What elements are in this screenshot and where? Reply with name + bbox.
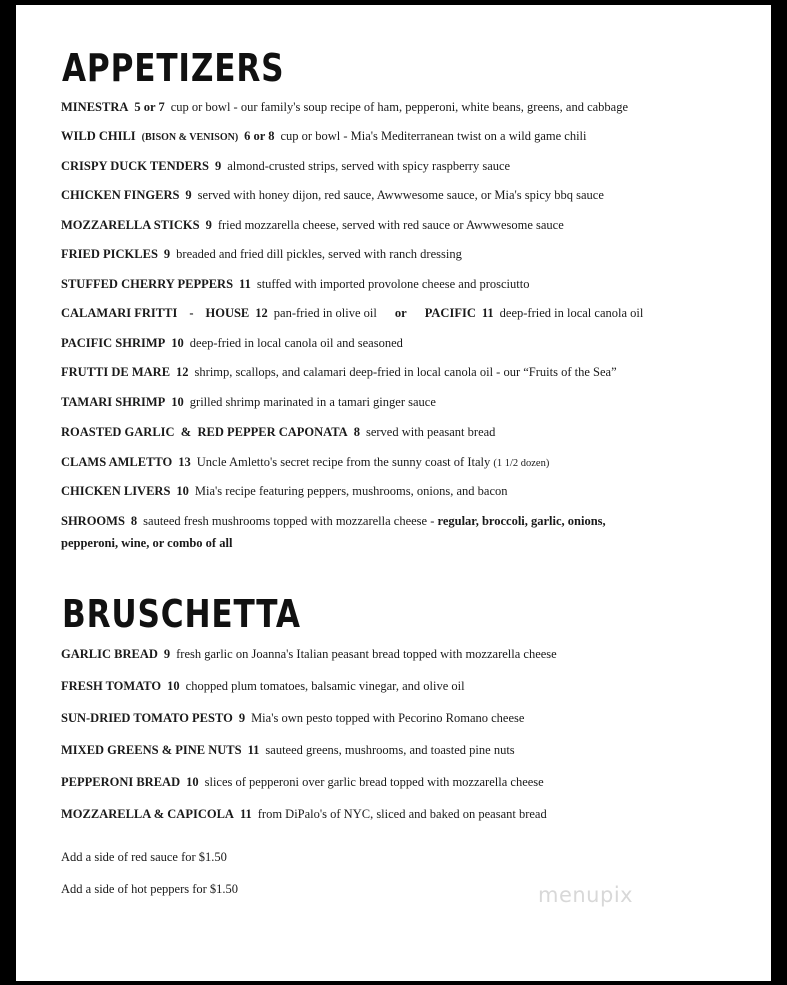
menu-item-frutti-de-mare [61,361,721,383]
item-desc: Mia's recipe featuring peppers, mushrooms, onions, and bacon [194,484,508,498]
menu-item-garlic-bread [61,643,721,665]
item-desc: fresh garlic on Joanna's Italian peasant bread topped with mozzarella cheese [176,647,557,661]
item-price: 11 [239,277,251,291]
item-price: 11 [247,743,260,757]
item-extra: (1 1/2 dozen) [493,458,550,469]
item-desc: grilled shrimp marinated in a tamari ginger sauce [189,395,436,409]
item-price: 10 [171,336,184,350]
item-name: MINESTRA [61,100,129,114]
item-price: 8 [130,514,138,528]
bruschetta-heading: BRUSCHETTA [62,592,301,636]
item-option-house: HOUSE [205,306,250,320]
item-price: 9 [163,247,171,261]
item-price: 9 [238,711,246,725]
appetizers-heading: APPETIZERS [62,46,285,90]
item-sub: (BISON & VENISON) [141,132,239,143]
item-price: 10 [171,395,184,409]
item-price: 10 [186,775,199,789]
item-price: 9 [205,218,212,232]
item-desc: deep-fried in local canola oil and seasoned [189,336,403,350]
item-desc: stuffed with imported provolone cheese and prosciutto [256,277,530,291]
item-price: 8 [353,425,360,439]
item-name: CALAMARI FRITTI [61,306,178,320]
menu-item-pacific-shrimp [61,332,721,354]
item-price: 9 [185,188,192,202]
item-name: FRUTTI DE MARE [61,365,171,379]
item-name: SUN-DRIED TOMATO PESTO [61,711,233,725]
item-desc: breaded and fried dill pickles, served with ranch dressing [176,247,462,261]
menu-item-chicken-fingers [61,184,721,206]
item-desc: chopped plum tomatoes, balsamic vinegar, and olive oil [185,679,465,693]
item-name: MOZZARELLA & CAPICOLA [61,807,234,821]
item-price: 5 or 7 [134,100,165,114]
menu-item-mozzarella-capicola [61,803,721,825]
item-desc: served with honey dijon, red sauce, Awwwesome sauce, or Mia's spicy bbq sauce [197,188,604,202]
item-name: CHICKEN FINGERS [61,188,180,202]
item-desc-pacific: deep-fried in local canola oil [499,306,644,320]
item-name: STUFFED CHERRY PEPPERS [61,277,234,291]
menu-item-sun-dried-tomato-pesto [61,707,721,729]
menu-item-clams-amletto [61,451,721,475]
item-name: CHICKEN LIVERS [61,484,171,498]
item-desc: sauteed greens, mushrooms, and toasted pine nuts [265,743,515,757]
menu-item-roasted-garlic-caponata [61,421,721,443]
item-name: PEPPERONI BREAD [61,775,181,789]
item-price: 11 [239,807,252,821]
item-name: FRIED PICKLES [61,247,158,261]
item-options: regular, broccoli, garlic, onions, pepperoni, wine, or combo of all [61,514,606,550]
menu-item-fried-pickles [61,243,721,265]
item-desc: Mia's own pesto topped with Pecorino Romano cheese [251,711,525,725]
item-name: MOZZARELLA STICKS [61,218,200,232]
menu-item-tamari-shrimp [61,391,721,413]
menu-item-minestra [61,96,721,118]
item-dash: - [189,306,194,320]
item-desc: almond-crusted strips, served with spicy raspberry sauce [227,159,511,173]
item-name: SHROOMS [61,514,125,528]
item-name: PACIFIC SHRIMP [61,336,166,350]
menu-item-chicken-livers [61,480,721,502]
note-red-sauce: Add a side of red sauce for $1.50 [61,850,227,864]
menupix-watermark: menupix [538,883,634,907]
item-name: CRISPY DUCK TENDERS [61,159,209,173]
item-name: TAMARI SHRIMP [61,395,166,409]
menu-item-wild-chili [61,125,721,149]
menu-item-calamari-fritti [61,302,721,324]
item-desc: sauteed fresh mushrooms topped with mozzarella cheese - [143,514,435,528]
menu-item-shrooms [61,510,661,554]
item-price: 9 [163,647,171,661]
menu-item-stuffed-cherry-peppers [61,273,721,295]
item-desc: fried mozzarella cheese, served with red sauce or Awwwesome sauce [217,218,564,232]
note-hot-peppers: Add a side of hot peppers for $1.50 [61,882,239,896]
item-desc-house: pan-fried in olive oil [273,306,377,320]
item-or: or [394,306,407,320]
item-name: FRESH TOMATO [61,679,162,693]
item-name: MIXED GREENS & PINE NUTS [61,743,242,757]
item-desc: from DiPalo's of NYC, sliced and baked on peasant bread [257,807,547,821]
menu-item-fresh-tomato [61,675,721,697]
menu-item-mixed-greens [61,739,721,761]
menu-page [16,5,771,981]
menu-item-pepperoni-bread [61,771,721,793]
item-price: 10 [167,679,180,693]
item-price-pacific: 11 [481,306,494,320]
menu-item-mozzarella-sticks [61,214,721,236]
item-price: 10 [176,484,189,498]
item-option-pacific: PACIFIC [424,306,476,320]
item-desc: Uncle Amletto's secret recipe from the sunny coast of Italy [196,455,491,469]
item-desc: slices of pepperoni over garlic bread topped with mozzarella cheese [204,775,544,789]
item-name: WILD CHILI [61,129,136,143]
item-name: ROASTED GARLIC & RED PEPPER CAPONATA [61,425,348,439]
item-name: CLAMS AMLETTO [61,455,173,469]
item-name: GARLIC BREAD [61,647,158,661]
item-price: 6 or 8 [244,129,275,143]
menu-item-crispy-duck-tenders [61,155,721,177]
item-price: 9 [214,159,222,173]
item-price-house: 12 [255,306,268,320]
item-price: 13 [178,455,191,469]
item-desc: served with peasant bread [365,425,496,439]
item-price: 12 [176,365,189,379]
item-desc: cup or bowl - our family's soup recipe of ham, pepperoni, white beans, greens, and cabbage [170,100,629,114]
item-desc: cup or bowl - Mia's Mediterranean twist on a wild game chili [280,129,587,143]
item-desc: shrimp, scallops, and calamari deep-fried in local canola oil - our “Fruits of the Sea” [194,365,617,379]
